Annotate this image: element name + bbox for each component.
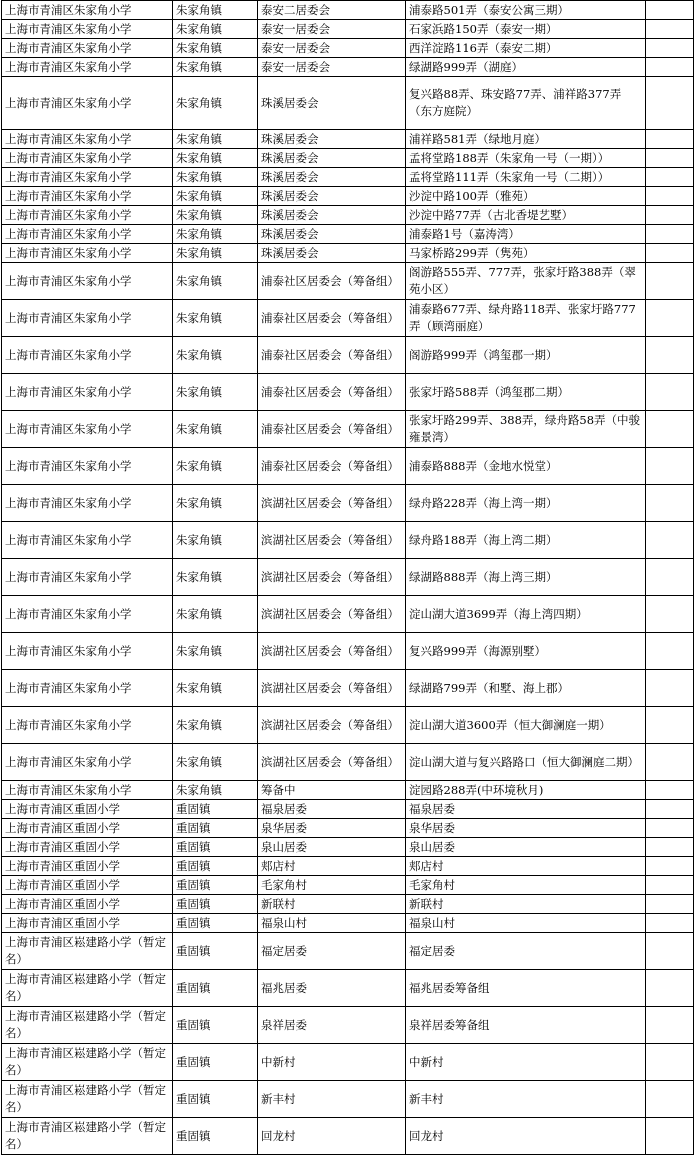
cell-committee: 泰安一居委会 bbox=[258, 20, 406, 39]
cell-committee: 滨湖社区居委会（筹备组） bbox=[258, 744, 406, 781]
cell-school: 上海市青浦区朱家角小学 bbox=[2, 130, 173, 149]
cell-town: 朱家角镇 bbox=[173, 206, 258, 225]
cell-committee: 福兆居委 bbox=[258, 970, 406, 1007]
table-row bbox=[2, 485, 694, 522]
cell-school: 上海市青浦区朱家角小学 bbox=[2, 522, 173, 559]
cell-school: 上海市青浦区朱家角小学 bbox=[2, 39, 173, 58]
cell-school: 上海市青浦区重固小学 bbox=[2, 800, 173, 819]
cell-committee: 泰安二居委会 bbox=[258, 1, 406, 20]
cell-note bbox=[646, 522, 694, 559]
table-row bbox=[2, 633, 694, 670]
cell-school: 上海市青浦区朱家角小学 bbox=[2, 485, 173, 522]
table-row bbox=[2, 448, 694, 485]
cell-note bbox=[646, 225, 694, 244]
cell-address: 浦泰路677弄、绿舟路118弄、张家圩路777弄（顾湾丽庭） bbox=[406, 300, 646, 337]
cell-school: 上海市青浦区重固小学 bbox=[2, 914, 173, 933]
cell-note bbox=[646, 77, 694, 130]
cell-address: 福定居委 bbox=[406, 933, 646, 970]
table-row bbox=[2, 225, 694, 244]
cell-school: 上海市青浦区朱家角小学 bbox=[2, 1, 173, 20]
table-row bbox=[2, 300, 694, 337]
table-row bbox=[2, 39, 694, 58]
cell-committee: 滨湖社区居委会（筹备组） bbox=[258, 707, 406, 744]
cell-school: 上海市青浦区朱家角小学 bbox=[2, 411, 173, 448]
cell-note bbox=[646, 244, 694, 263]
cell-address: 淀山湖大道3600弄（恒大御澜庭一期） bbox=[406, 707, 646, 744]
cell-committee: 珠溪居委会 bbox=[258, 130, 406, 149]
cell-school: 上海市青浦区朱家角小学 bbox=[2, 744, 173, 781]
cell-school: 上海市青浦区朱家角小学 bbox=[2, 633, 173, 670]
table-row bbox=[2, 838, 694, 857]
cell-town: 重固镇 bbox=[173, 970, 258, 1007]
cell-note bbox=[646, 1118, 694, 1155]
cell-address: 绿舟路188弄（海上湾二期） bbox=[406, 522, 646, 559]
cell-note bbox=[646, 933, 694, 970]
cell-address: 阁游路555弄、777弄，张家圩路388弄（翠苑小区） bbox=[406, 263, 646, 300]
cell-town: 重固镇 bbox=[173, 1081, 258, 1118]
cell-note bbox=[646, 1, 694, 20]
cell-school: 上海市青浦区重固小学 bbox=[2, 876, 173, 895]
cell-note bbox=[646, 300, 694, 337]
cell-committee: 滨湖社区居委会（筹备组） bbox=[258, 485, 406, 522]
cell-address: 阁游路999弄（鸿玺郡一期） bbox=[406, 337, 646, 374]
cell-school: 上海市青浦区崧建路小学（暂定名） bbox=[2, 970, 173, 1007]
cell-note bbox=[646, 1007, 694, 1044]
cell-note bbox=[646, 914, 694, 933]
cell-committee: 泉祥居委 bbox=[258, 1007, 406, 1044]
cell-school: 上海市青浦区朱家角小学 bbox=[2, 149, 173, 168]
cell-address: 浦祥路581弄（绿地月庭） bbox=[406, 130, 646, 149]
table-row bbox=[2, 522, 694, 559]
cell-committee: 珠溪居委会 bbox=[258, 244, 406, 263]
cell-town: 朱家角镇 bbox=[173, 168, 258, 187]
cell-committee: 珠溪居委会 bbox=[258, 149, 406, 168]
table-row bbox=[2, 263, 694, 300]
cell-town: 重固镇 bbox=[173, 876, 258, 895]
cell-note bbox=[646, 263, 694, 300]
cell-address: 马家桥路299弄（隽苑） bbox=[406, 244, 646, 263]
cell-address: 张家圩路299弄、388弄，绿舟路58弄（中骏雍景湾） bbox=[406, 411, 646, 448]
table-row bbox=[2, 1118, 694, 1155]
cell-town: 朱家角镇 bbox=[173, 559, 258, 596]
cell-address: 绿湖路799弄（和墅、海上郡） bbox=[406, 670, 646, 707]
cell-town: 重固镇 bbox=[173, 857, 258, 876]
cell-school: 上海市青浦区朱家角小学 bbox=[2, 300, 173, 337]
cell-address: 绿舟路228弄（海上湾一期） bbox=[406, 485, 646, 522]
table-row bbox=[2, 1044, 694, 1081]
cell-address: 石家浜路150弄（泰安一期） bbox=[406, 20, 646, 39]
cell-note bbox=[646, 876, 694, 895]
cell-address: 绿湖路888弄（海上湾三期） bbox=[406, 559, 646, 596]
cell-committee: 滨湖社区居委会（筹备组） bbox=[258, 559, 406, 596]
cell-school: 上海市青浦区朱家角小学 bbox=[2, 670, 173, 707]
cell-school: 上海市青浦区重固小学 bbox=[2, 857, 173, 876]
table-row bbox=[2, 411, 694, 448]
cell-school: 上海市青浦区朱家角小学 bbox=[2, 20, 173, 39]
cell-note bbox=[646, 411, 694, 448]
table-row bbox=[2, 596, 694, 633]
cell-address: 复兴路88弄、珠安路77弄、浦祥路377弄（东方庭院） bbox=[406, 77, 646, 130]
cell-committee: 毛家角村 bbox=[258, 876, 406, 895]
cell-town: 朱家角镇 bbox=[173, 225, 258, 244]
cell-note bbox=[646, 895, 694, 914]
cell-town: 朱家角镇 bbox=[173, 58, 258, 77]
cell-address: 孟将堂路111弄（朱家角一号（二期）） bbox=[406, 168, 646, 187]
cell-town: 朱家角镇 bbox=[173, 633, 258, 670]
cell-committee: 泰安一居委会 bbox=[258, 39, 406, 58]
cell-town: 朱家角镇 bbox=[173, 187, 258, 206]
cell-school: 上海市青浦区重固小学 bbox=[2, 819, 173, 838]
cell-school: 上海市青浦区朱家角小学 bbox=[2, 596, 173, 633]
cell-committee: 浦泰社区居委会（筹备组） bbox=[258, 300, 406, 337]
cell-town: 朱家角镇 bbox=[173, 781, 258, 800]
cell-town: 重固镇 bbox=[173, 800, 258, 819]
cell-note bbox=[646, 800, 694, 819]
cell-note bbox=[646, 819, 694, 838]
cell-address: 淀园路288弄(中环境秋月) bbox=[406, 781, 646, 800]
cell-address: 淀山湖大道3699弄（海上湾四期） bbox=[406, 596, 646, 633]
cell-address: 淀山湖大道与复兴路路口（恒大御澜庭二期） bbox=[406, 744, 646, 781]
cell-committee: 福泉山村 bbox=[258, 914, 406, 933]
cell-note bbox=[646, 633, 694, 670]
cell-school: 上海市青浦区朱家角小学 bbox=[2, 448, 173, 485]
cell-note bbox=[646, 707, 694, 744]
table-row bbox=[2, 130, 694, 149]
cell-committee: 滨湖社区居委会（筹备组） bbox=[258, 670, 406, 707]
cell-address: 沙淀中路100弄（雅苑） bbox=[406, 187, 646, 206]
table-row bbox=[2, 707, 694, 744]
cell-note bbox=[646, 448, 694, 485]
cell-address: 绿湖路999弄（湖庭） bbox=[406, 58, 646, 77]
table-row bbox=[2, 970, 694, 1007]
cell-town: 朱家角镇 bbox=[173, 39, 258, 58]
cell-committee: 珠溪居委会 bbox=[258, 168, 406, 187]
table-row bbox=[2, 800, 694, 819]
table-row bbox=[2, 1081, 694, 1118]
cell-committee: 浦泰社区居委会（筹备组） bbox=[258, 374, 406, 411]
cell-address: 孟将堂路188弄（朱家角一号（一期）） bbox=[406, 149, 646, 168]
cell-town: 重固镇 bbox=[173, 819, 258, 838]
cell-school: 上海市青浦区朱家角小学 bbox=[2, 206, 173, 225]
cell-school: 上海市青浦区朱家角小学 bbox=[2, 337, 173, 374]
cell-note bbox=[646, 187, 694, 206]
cell-town: 朱家角镇 bbox=[173, 263, 258, 300]
cell-committee: 泰安一居委会 bbox=[258, 58, 406, 77]
table-row bbox=[2, 149, 694, 168]
cell-town: 朱家角镇 bbox=[173, 596, 258, 633]
cell-note bbox=[646, 744, 694, 781]
cell-town: 重固镇 bbox=[173, 1007, 258, 1044]
cell-school: 上海市青浦区重固小学 bbox=[2, 838, 173, 857]
cell-address: 新丰村 bbox=[406, 1081, 646, 1118]
cell-school: 上海市青浦区朱家角小学 bbox=[2, 168, 173, 187]
cell-committee: 滨湖社区居委会（筹备组） bbox=[258, 522, 406, 559]
cell-committee: 浦泰社区居委会（筹备组） bbox=[258, 411, 406, 448]
cell-address: 新联村 bbox=[406, 895, 646, 914]
cell-town: 重固镇 bbox=[173, 933, 258, 970]
cell-town: 朱家角镇 bbox=[173, 130, 258, 149]
cell-town: 重固镇 bbox=[173, 838, 258, 857]
cell-town: 朱家角镇 bbox=[173, 300, 258, 337]
cell-town: 朱家角镇 bbox=[173, 337, 258, 374]
cell-town: 朱家角镇 bbox=[173, 411, 258, 448]
cell-committee: 新丰村 bbox=[258, 1081, 406, 1118]
cell-school: 上海市青浦区朱家角小学 bbox=[2, 187, 173, 206]
cell-school: 上海市青浦区朱家角小学 bbox=[2, 244, 173, 263]
cell-town: 重固镇 bbox=[173, 895, 258, 914]
cell-town: 朱家角镇 bbox=[173, 522, 258, 559]
cell-town: 朱家角镇 bbox=[173, 20, 258, 39]
cell-note bbox=[646, 970, 694, 1007]
cell-town: 朱家角镇 bbox=[173, 744, 258, 781]
cell-note bbox=[646, 130, 694, 149]
cell-school: 上海市青浦区朱家角小学 bbox=[2, 263, 173, 300]
cell-note bbox=[646, 20, 694, 39]
cell-address: 浦泰路1号（嘉涛湾） bbox=[406, 225, 646, 244]
table-row bbox=[2, 744, 694, 781]
cell-committee: 珠溪居委会 bbox=[258, 206, 406, 225]
cell-committee: 郏店村 bbox=[258, 857, 406, 876]
cell-school: 上海市青浦区朱家角小学 bbox=[2, 374, 173, 411]
cell-school: 上海市青浦区朱家角小学 bbox=[2, 707, 173, 744]
cell-school: 上海市青浦区崧建路小学（暂定名） bbox=[2, 1118, 173, 1155]
cell-note bbox=[646, 485, 694, 522]
cell-committee: 浦泰社区居委会（筹备组） bbox=[258, 263, 406, 300]
table-body bbox=[2, 1, 694, 1155]
cell-school: 上海市青浦区朱家角小学 bbox=[2, 58, 173, 77]
cell-town: 朱家角镇 bbox=[173, 244, 258, 263]
cell-committee: 珠溪居委会 bbox=[258, 187, 406, 206]
table-row bbox=[2, 819, 694, 838]
cell-committee: 滨湖社区居委会（筹备组） bbox=[258, 596, 406, 633]
table-row bbox=[2, 77, 694, 130]
cell-note bbox=[646, 39, 694, 58]
cell-note bbox=[646, 168, 694, 187]
cell-address: 浦泰路501弄（泰安公寓三期） bbox=[406, 1, 646, 20]
table-row bbox=[2, 1007, 694, 1044]
cell-town: 朱家角镇 bbox=[173, 448, 258, 485]
cell-town: 朱家角镇 bbox=[173, 149, 258, 168]
table-row bbox=[2, 914, 694, 933]
cell-note bbox=[646, 838, 694, 857]
cell-address: 毛家角村 bbox=[406, 876, 646, 895]
cell-address: 浦泰路888弄（金地水悦堂） bbox=[406, 448, 646, 485]
table-row bbox=[2, 58, 694, 77]
table-row bbox=[2, 168, 694, 187]
cell-school: 上海市青浦区崧建路小学（暂定名） bbox=[2, 933, 173, 970]
cell-town: 朱家角镇 bbox=[173, 707, 258, 744]
cell-committee: 中新村 bbox=[258, 1044, 406, 1081]
cell-school: 上海市青浦区朱家角小学 bbox=[2, 781, 173, 800]
cell-committee: 泉华居委 bbox=[258, 819, 406, 838]
cell-address: 泉山居委 bbox=[406, 838, 646, 857]
table-row bbox=[2, 244, 694, 263]
cell-committee: 滨湖社区居委会（筹备组） bbox=[258, 633, 406, 670]
cell-town: 重固镇 bbox=[173, 914, 258, 933]
cell-committee: 浦泰社区居委会（筹备组） bbox=[258, 448, 406, 485]
cell-note bbox=[646, 857, 694, 876]
table-row bbox=[2, 187, 694, 206]
cell-school: 上海市青浦区崧建路小学（暂定名） bbox=[2, 1044, 173, 1081]
cell-committee: 泉山居委 bbox=[258, 838, 406, 857]
table-row bbox=[2, 374, 694, 411]
table-row bbox=[2, 1, 694, 20]
cell-address: 郏店村 bbox=[406, 857, 646, 876]
cell-note bbox=[646, 206, 694, 225]
cell-committee: 福定居委 bbox=[258, 933, 406, 970]
cell-town: 朱家角镇 bbox=[173, 374, 258, 411]
cell-committee: 筹备中 bbox=[258, 781, 406, 800]
cell-school: 上海市青浦区崧建路小学（暂定名） bbox=[2, 1007, 173, 1044]
cell-address: 中新村 bbox=[406, 1044, 646, 1081]
cell-note bbox=[646, 596, 694, 633]
cell-address: 张家圩路588弄（鸿玺郡二期） bbox=[406, 374, 646, 411]
table-row bbox=[2, 670, 694, 707]
table-row bbox=[2, 933, 694, 970]
cell-address: 福泉居委 bbox=[406, 800, 646, 819]
cell-note bbox=[646, 58, 694, 77]
cell-town: 重固镇 bbox=[173, 1044, 258, 1081]
table-row bbox=[2, 559, 694, 596]
cell-school: 上海市青浦区重固小学 bbox=[2, 895, 173, 914]
cell-school: 上海市青浦区朱家角小学 bbox=[2, 77, 173, 130]
table-row bbox=[2, 895, 694, 914]
cell-note bbox=[646, 670, 694, 707]
cell-address: 沙淀中路77弄（古北香堤艺墅） bbox=[406, 206, 646, 225]
cell-note bbox=[646, 1044, 694, 1081]
cell-note bbox=[646, 559, 694, 596]
cell-town: 朱家角镇 bbox=[173, 1, 258, 20]
table-row bbox=[2, 876, 694, 895]
cell-town: 朱家角镇 bbox=[173, 77, 258, 130]
cell-note bbox=[646, 1081, 694, 1118]
cell-committee: 回龙村 bbox=[258, 1118, 406, 1155]
cell-school: 上海市青浦区朱家角小学 bbox=[2, 559, 173, 596]
cell-town: 重固镇 bbox=[173, 1118, 258, 1155]
cell-address: 泉华居委 bbox=[406, 819, 646, 838]
table-row bbox=[2, 337, 694, 374]
cell-note bbox=[646, 149, 694, 168]
table-row bbox=[2, 857, 694, 876]
cell-note bbox=[646, 374, 694, 411]
cell-committee: 珠溪居委会 bbox=[258, 77, 406, 130]
cell-note bbox=[646, 781, 694, 800]
cell-address: 复兴路999弄（海源别墅） bbox=[406, 633, 646, 670]
cell-address: 西洋淀路116弄（泰安二期） bbox=[406, 39, 646, 58]
cell-committee: 浦泰社区居委会（筹备组） bbox=[258, 337, 406, 374]
cell-address: 福兆居委筹备组 bbox=[406, 970, 646, 1007]
table-row bbox=[2, 206, 694, 225]
cell-committee: 新联村 bbox=[258, 895, 406, 914]
cell-note bbox=[646, 337, 694, 374]
table-row bbox=[2, 781, 694, 800]
cell-address: 泉祥居委筹备组 bbox=[406, 1007, 646, 1044]
cell-address: 回龙村 bbox=[406, 1118, 646, 1155]
cell-committee: 珠溪居委会 bbox=[258, 225, 406, 244]
cell-town: 朱家角镇 bbox=[173, 485, 258, 522]
cell-school: 上海市青浦区崧建路小学（暂定名） bbox=[2, 1081, 173, 1118]
school-district-table bbox=[1, 0, 694, 1155]
cell-town: 朱家角镇 bbox=[173, 670, 258, 707]
cell-committee: 福泉居委 bbox=[258, 800, 406, 819]
cell-address: 福泉山村 bbox=[406, 914, 646, 933]
table-row bbox=[2, 20, 694, 39]
cell-school: 上海市青浦区朱家角小学 bbox=[2, 225, 173, 244]
